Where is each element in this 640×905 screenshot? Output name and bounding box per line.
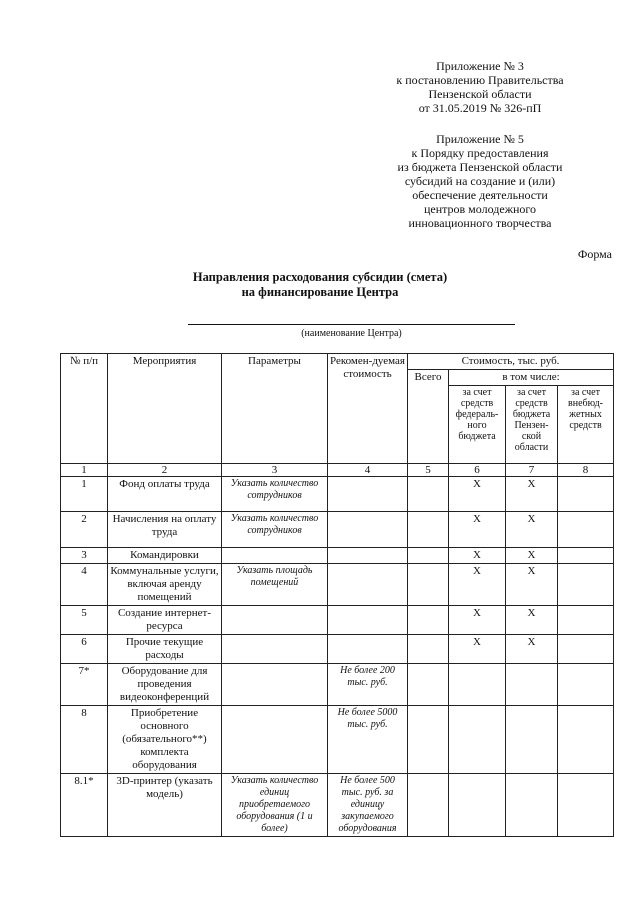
header-activities: Мероприятия [108, 354, 222, 464]
row-recommended-cost: Не более 200 тыс. руб. [328, 664, 408, 706]
row-federal: X [449, 548, 506, 564]
row-regional [506, 774, 558, 837]
budget-table [60, 353, 614, 837]
form-label: Форма [577, 247, 612, 261]
table-row [61, 606, 614, 635]
annex-procedure-line: к Порядку предоставления [411, 146, 549, 160]
row-federal: X [449, 512, 506, 548]
row-number: 8 [61, 706, 108, 774]
row-number: 8.1* [61, 774, 108, 837]
row-recommended-cost: Не более 5000 тыс. руб. [328, 706, 408, 774]
row-activity: Прочие текущие расходы [108, 635, 222, 664]
annex-procedure-line: центров молодежного [423, 202, 537, 216]
row-federal: X [449, 477, 506, 512]
table-row [61, 664, 614, 706]
row-total [408, 606, 449, 635]
header-including: в том числе: [449, 370, 614, 386]
row-regional: X [506, 606, 558, 635]
row-params [222, 635, 328, 664]
table-row [61, 774, 614, 837]
row-federal: X [449, 564, 506, 606]
row-extra [558, 635, 614, 664]
row-recommended-cost [328, 477, 408, 512]
row-federal [449, 706, 506, 774]
row-number: 3 [61, 548, 108, 564]
row-federal [449, 774, 506, 837]
row-activity: Оборудование для проведения видеоконференций [108, 664, 222, 706]
row-federal: X [449, 606, 506, 635]
row-extra [558, 548, 614, 564]
table-row [61, 477, 614, 512]
row-activity: Фонд оплаты труда [108, 477, 222, 512]
row-recommended-cost [328, 548, 408, 564]
row-activity: Командировки [108, 548, 222, 564]
row-params [222, 548, 328, 564]
row-extra [558, 477, 614, 512]
row-regional: X [506, 548, 558, 564]
header-regional: за счет средств бюджета Пензен-ской области [506, 386, 558, 464]
annex-main-line: к постановлению Правительства [396, 73, 564, 87]
row-total [408, 774, 449, 837]
header-recommended: Рекомен-дуемая стоимость [328, 354, 408, 464]
row-regional [506, 706, 558, 774]
row-regional: X [506, 635, 558, 664]
row-activity: Начисления на оплату труда [108, 512, 222, 548]
row-total [408, 635, 449, 664]
annex-main-line: Пензенской области [428, 87, 532, 101]
row-federal: X [449, 635, 506, 664]
row-extra [558, 606, 614, 635]
row-total [408, 512, 449, 548]
column-number: 6 [449, 464, 506, 477]
row-number: 6 [61, 635, 108, 664]
header-extra: за счет внебюд-жетных средств [558, 386, 614, 464]
column-number: 7 [506, 464, 558, 477]
column-number: 5 [408, 464, 449, 477]
title-line: Направления расходования субсидии (смета) [192, 270, 448, 284]
row-regional: X [506, 512, 558, 548]
row-params: Указать количество сотрудников [222, 512, 328, 548]
table-row [61, 706, 614, 774]
header-federal: за счет средств федераль-ного бюджета [449, 386, 506, 464]
column-numbers-row [61, 464, 614, 477]
row-recommended-cost [328, 512, 408, 548]
row-params [222, 664, 328, 706]
row-extra [558, 774, 614, 837]
row-activity: Создание интернет-ресурса [108, 606, 222, 635]
row-federal [449, 664, 506, 706]
annex-procedure-block [360, 132, 600, 230]
row-params: Указать площадь помещений [222, 564, 328, 606]
row-total [408, 564, 449, 606]
row-number: 4 [61, 564, 108, 606]
center-name-line [188, 324, 515, 325]
row-number: 7* [61, 664, 108, 706]
row-number: 2 [61, 512, 108, 548]
row-number: 1 [61, 477, 108, 512]
row-extra [558, 564, 614, 606]
table-row [61, 512, 614, 548]
annex-main-block [360, 59, 600, 115]
row-activity: Приобретение основного (обязательного**) комплекта оборудования [108, 706, 222, 774]
annex-procedure-line: субсидий на создание и (или) [404, 174, 556, 188]
row-number: 5 [61, 606, 108, 635]
row-total [408, 664, 449, 706]
column-number: 3 [222, 464, 328, 477]
row-recommended-cost [328, 606, 408, 635]
header-cost: Стоимость, тыс. руб. [408, 354, 614, 370]
annex-main-line: от 31.05.2019 № 326-пП [418, 101, 542, 115]
column-number: 4 [328, 464, 408, 477]
document-title [0, 270, 640, 300]
row-total [408, 548, 449, 564]
row-extra [558, 706, 614, 774]
row-activity: 3D-принтер (указать модель) [108, 774, 222, 837]
row-total [408, 477, 449, 512]
header-num: № п/п [61, 354, 108, 464]
annex-procedure-line: Приложение № 5 [436, 132, 524, 146]
column-number: 1 [61, 464, 108, 477]
row-recommended-cost: Не более 500 тыс. руб. за единицу закупаемого оборудования [328, 774, 408, 837]
table-row [61, 564, 614, 606]
header-total: Всего [408, 370, 449, 464]
annex-main-line: Приложение № 3 [436, 59, 524, 73]
column-number: 2 [108, 464, 222, 477]
center-name-caption: (наименование Центра) [301, 328, 402, 339]
row-params [222, 606, 328, 635]
column-number: 8 [558, 464, 614, 477]
row-params: Указать количество сотрудников [222, 477, 328, 512]
row-params [222, 706, 328, 774]
table-row [61, 635, 614, 664]
row-regional [506, 664, 558, 706]
row-params: Указать количество единиц приобретаемого оборудования (1 и более) [222, 774, 328, 837]
row-extra [558, 664, 614, 706]
row-recommended-cost [328, 564, 408, 606]
row-total [408, 706, 449, 774]
header-row [61, 354, 614, 370]
row-recommended-cost [328, 635, 408, 664]
row-regional: X [506, 564, 558, 606]
row-activity: Коммунальные услуги, включая аренду помещений [108, 564, 222, 606]
row-extra [558, 512, 614, 548]
annex-procedure-line: из бюджета Пензенской области [397, 160, 563, 174]
title-line: на финансирование Центра [241, 285, 399, 299]
header-params: Параметры [222, 354, 328, 464]
table-row [61, 548, 614, 564]
annex-procedure-line: обеспечение деятельности [412, 188, 548, 202]
row-regional: X [506, 477, 558, 512]
annex-procedure-line: инновационного творчества [408, 216, 552, 230]
